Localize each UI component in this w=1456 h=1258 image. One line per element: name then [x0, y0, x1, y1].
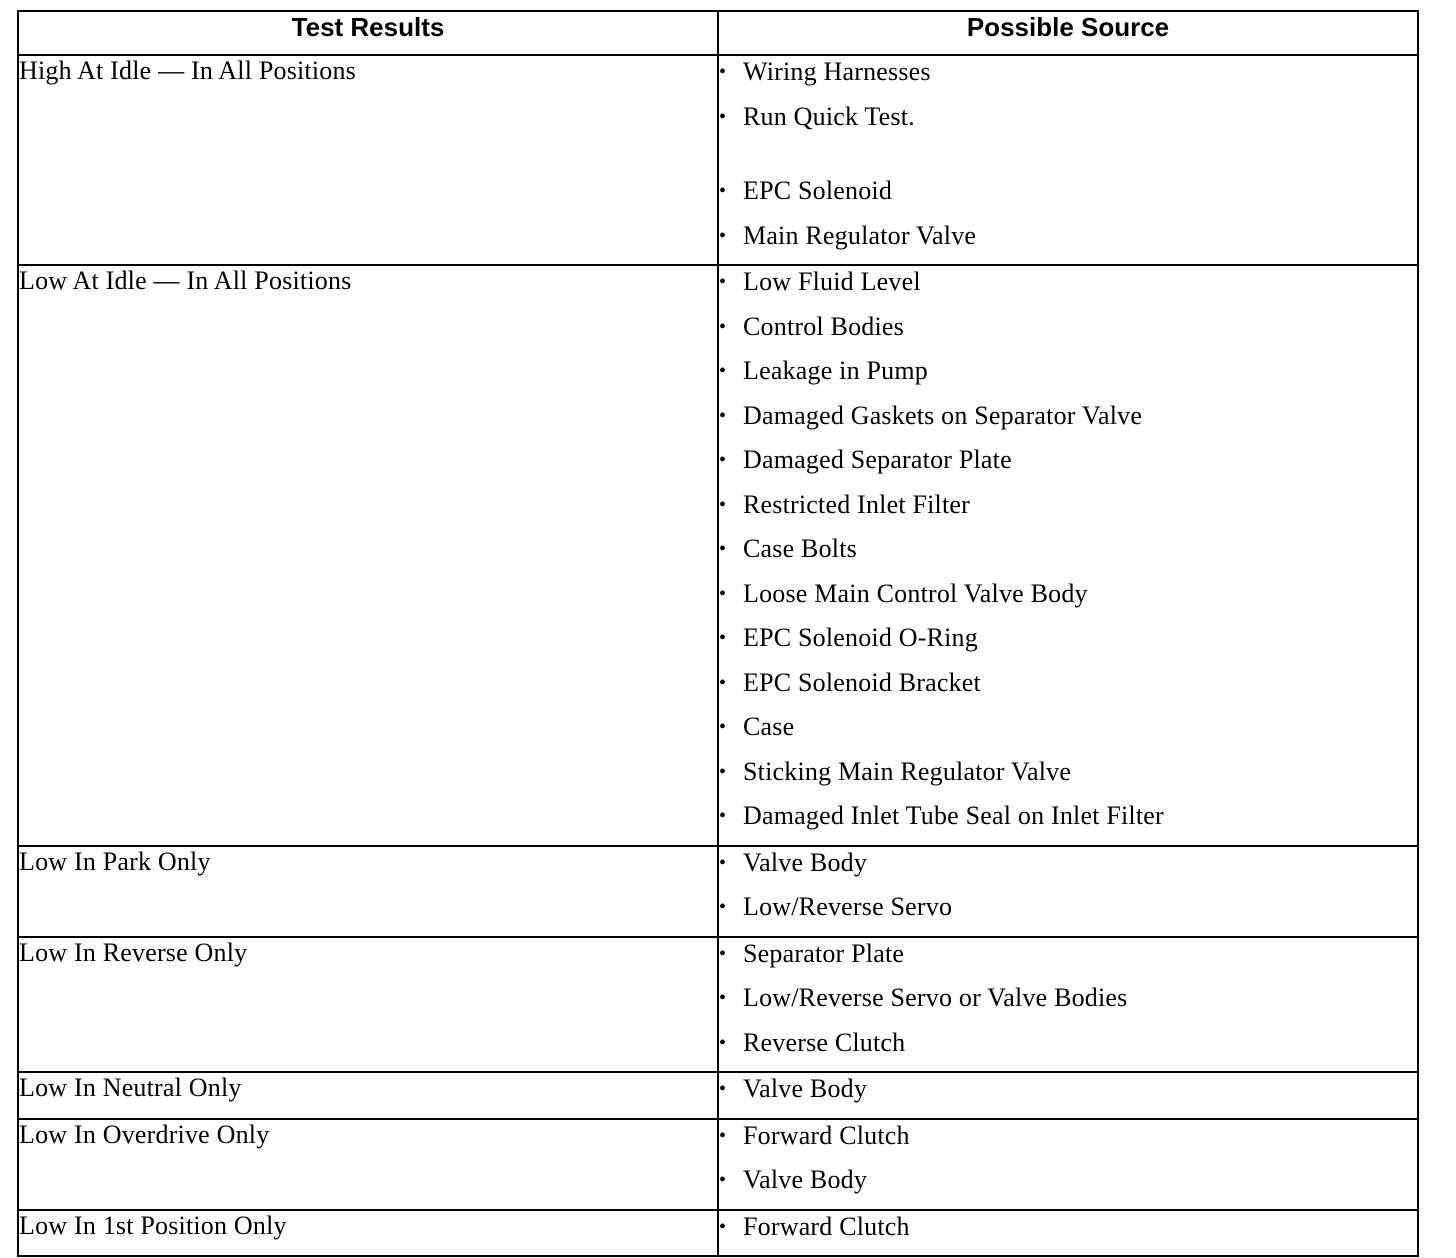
source-text: EPC Solenoid O-Ring: [743, 623, 978, 652]
list-item: [719, 711, 1417, 756]
source-text: Separator Plate: [743, 938, 905, 968]
list-item: [719, 101, 1417, 146]
source-list: [719, 1073, 1417, 1118]
bullet-icon: •: [719, 180, 727, 202]
bullet-icon: •: [719, 1124, 727, 1147]
table-row: [18, 937, 1418, 1073]
bullet-icon: •: [719, 1078, 727, 1100]
source-list: [719, 847, 1417, 936]
test-result-cell: Low In Reverse Only: [18, 937, 718, 1073]
bullet-icon: •: [719, 1215, 727, 1238]
source-list: [719, 938, 1417, 1072]
test-result-cell: Low In Neutral Only: [18, 1072, 718, 1119]
list-item: [719, 220, 1417, 265]
bullet-icon: •: [719, 315, 727, 338]
source-text: Damaged Gaskets on Separator Valve: [743, 400, 1143, 430]
list-item: [719, 1027, 1417, 1072]
source-text: Loose Main Control Valve Body: [743, 578, 1088, 608]
list-item: [719, 489, 1417, 534]
list-item: [719, 533, 1417, 578]
table-row: [18, 265, 1418, 846]
source-text: Forward Clutch: [743, 1211, 910, 1241]
list-item: [719, 847, 1417, 892]
bullet-icon: •: [719, 1031, 727, 1054]
possible-source-cell: [718, 55, 1418, 265]
source-text: Valve Body: [743, 1074, 868, 1103]
list-item: [719, 622, 1417, 667]
list-item: [719, 266, 1417, 311]
possible-source-cell: [718, 1072, 1418, 1119]
bullet-icon: •: [719, 538, 727, 560]
bullet-icon: •: [719, 582, 727, 605]
bullet-icon: •: [719, 942, 727, 965]
source-list: [719, 1211, 1417, 1256]
source-text: Valve Body: [743, 847, 868, 877]
bullet-icon: •: [719, 61, 727, 83]
possible-source-cell: [718, 846, 1418, 937]
possible-source-cell: [718, 1119, 1418, 1210]
test-result-cell: Low At Idle — In All Positions: [18, 265, 718, 846]
table-row: [18, 1072, 1418, 1119]
source-text: Low/Reverse Servo: [743, 892, 953, 921]
bullet-icon: •: [719, 671, 727, 694]
source-text: Damaged Separator Plate: [743, 445, 1012, 474]
bullet-icon: •: [719, 1169, 727, 1191]
list-item: [719, 444, 1417, 489]
list-item: [719, 982, 1417, 1027]
bullet-icon: •: [719, 627, 727, 649]
bullet-icon: •: [719, 716, 727, 738]
list-item: [719, 938, 1417, 983]
source-text: Valve Body: [743, 1165, 868, 1194]
header-row: [18, 11, 1418, 55]
source-text: Control Bodies: [743, 311, 904, 341]
bullet-icon: •: [719, 224, 727, 247]
header-possible-source: Possible Source: [718, 11, 1418, 55]
source-text: Main Regulator Valve: [743, 220, 977, 250]
source-text: Forward Clutch: [743, 1120, 910, 1150]
list-item: [719, 800, 1417, 845]
list-item: [719, 1164, 1417, 1209]
source-text: Reverse Clutch: [743, 1027, 906, 1057]
list-item: [719, 756, 1417, 801]
source-text: Case: [743, 712, 795, 741]
possible-source-cell: [718, 1210, 1418, 1257]
possible-source-cell: [718, 265, 1418, 846]
bullet-icon: •: [719, 271, 727, 293]
bullet-icon: •: [719, 493, 727, 516]
list-item: [719, 355, 1417, 400]
source-text: Leakage in Pump: [743, 356, 928, 385]
source-text: Case Bolts: [743, 534, 857, 563]
bullet-icon: •: [719, 805, 727, 827]
source-text: Restricted Inlet Filter: [743, 489, 970, 519]
source-text: Run Quick Test.: [743, 101, 915, 131]
source-text: Wiring Harnesses: [743, 57, 931, 86]
source-list: [719, 266, 1417, 845]
possible-source-cell: [718, 937, 1418, 1073]
list-item: [719, 1073, 1417, 1118]
source-text: Low/Reverse Servo or Valve Bodies: [743, 983, 1128, 1012]
source-text: EPC Solenoid: [743, 176, 893, 205]
test-result-cell: Low In Park Only: [18, 846, 718, 937]
test-result-cell: Low In Overdrive Only: [18, 1119, 718, 1210]
bullet-icon: •: [719, 360, 727, 382]
bullet-icon: •: [719, 760, 727, 783]
table-row: [18, 55, 1418, 265]
bullet-icon: •: [719, 896, 727, 918]
bullet-icon: •: [719, 987, 727, 1009]
source-list: [719, 1120, 1417, 1209]
list-item: [719, 667, 1417, 712]
bullet-icon: •: [719, 851, 727, 874]
list-item: [719, 1211, 1417, 1256]
header-test-results: Test Results: [18, 11, 718, 55]
source-text: Low Fluid Level: [743, 267, 921, 296]
list-item: [719, 56, 1417, 101]
list-item: [719, 311, 1417, 356]
test-result-cell: High At Idle — In All Positions: [18, 55, 718, 265]
source-text: EPC Solenoid Bracket: [743, 667, 981, 697]
source-text: Sticking Main Regulator Valve: [743, 756, 1072, 786]
table-row: [18, 846, 1418, 937]
table-row: [18, 1210, 1418, 1257]
source-list: [719, 56, 1417, 264]
bullet-icon: •: [719, 404, 727, 427]
test-result-cell: Low In 1st Position Only: [18, 1210, 718, 1257]
bullet-icon: •: [719, 105, 727, 128]
source-text: Damaged Inlet Tube Seal on Inlet Filter: [743, 801, 1164, 830]
table-row: [18, 1119, 1418, 1210]
list-item: [719, 578, 1417, 623]
diagnosis-table: [17, 10, 1419, 1257]
list-item: [719, 400, 1417, 445]
list-item: [719, 175, 1417, 220]
list-item: [719, 891, 1417, 936]
bullet-icon: •: [719, 449, 727, 471]
list-item: [719, 1120, 1417, 1165]
